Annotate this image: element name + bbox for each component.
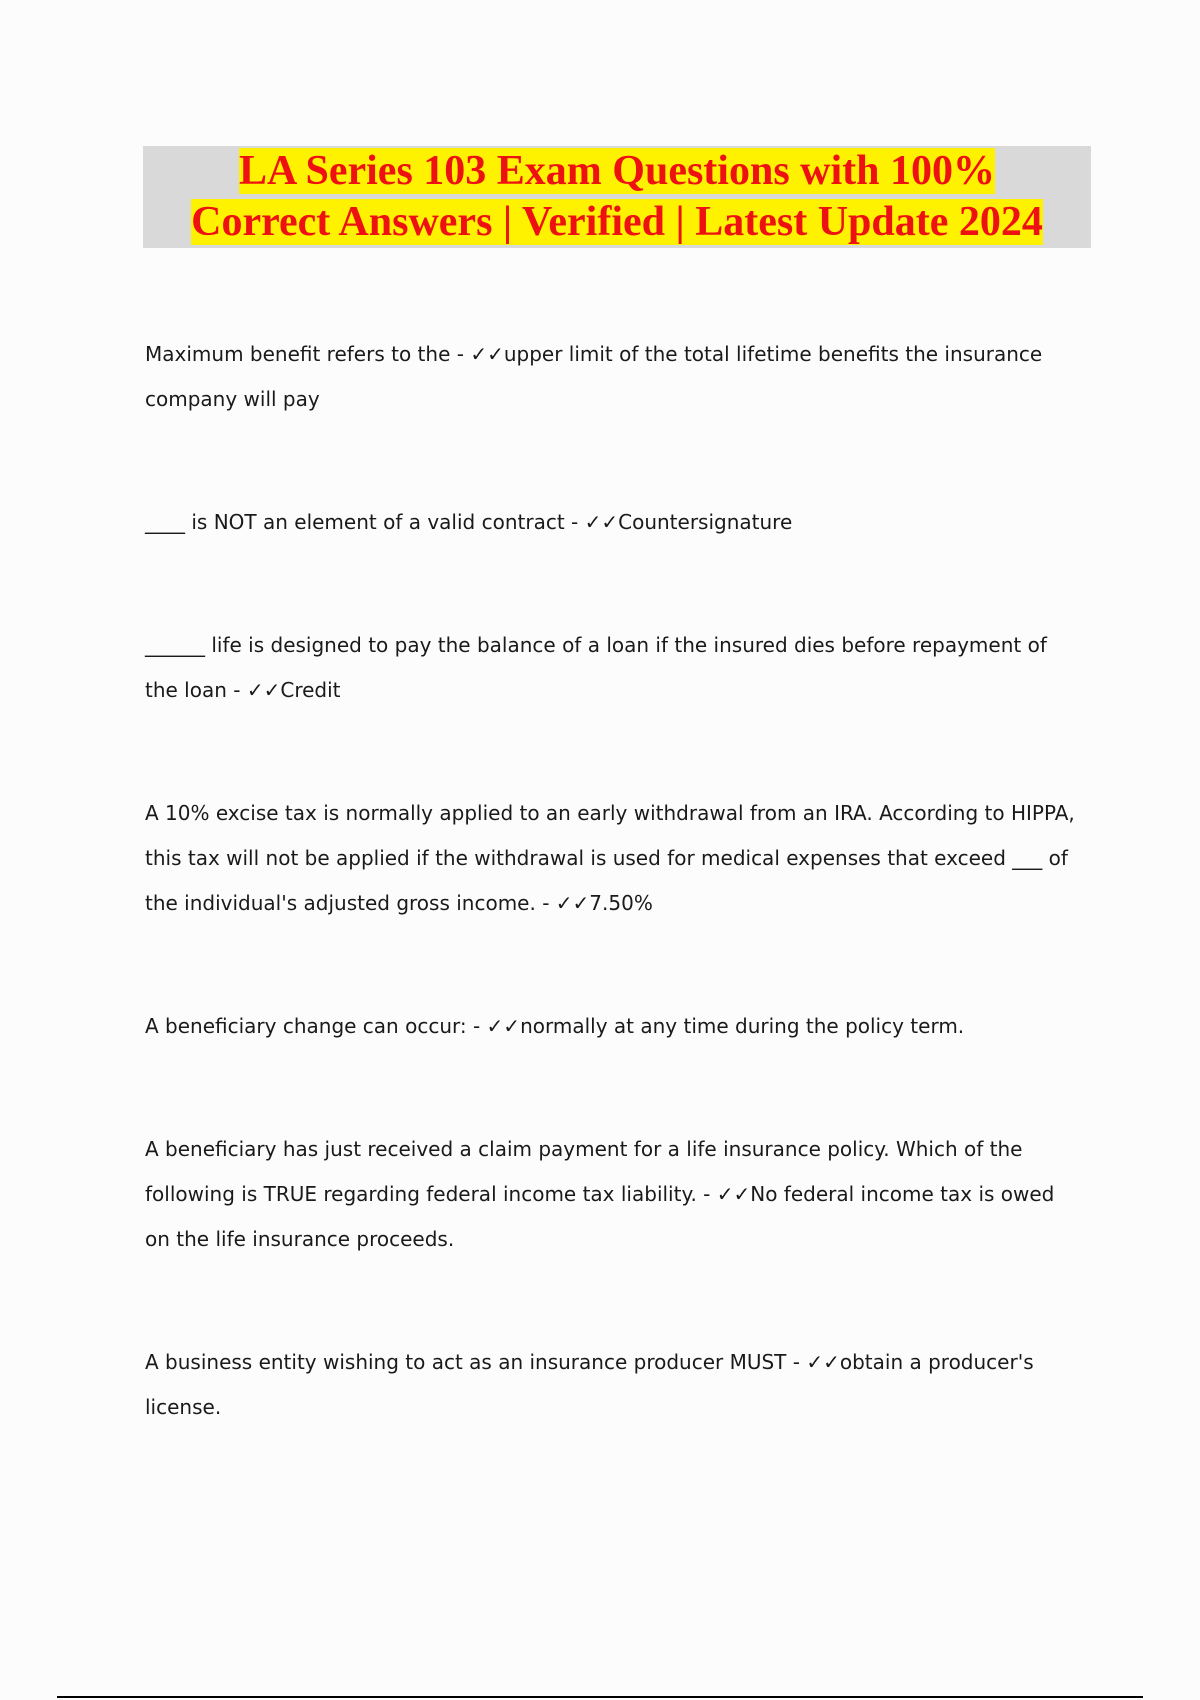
document-title bbox=[143, 146, 1091, 248]
separator: - bbox=[466, 1014, 487, 1038]
separator: - bbox=[450, 342, 471, 366]
question-text: ______ life is designed to pay the balance of a loan if the insured dies before repayment of the loan bbox=[145, 633, 1047, 702]
answer-text: obtain a producer's license. bbox=[145, 1350, 1034, 1419]
qa-item bbox=[145, 332, 1080, 422]
question-text: Maximum benefit refers to the bbox=[145, 342, 451, 366]
title-line-2: Correct Answers | Verified | Latest Update 2024 bbox=[191, 199, 1043, 245]
question-text: ____ is NOT an element of a valid contract bbox=[145, 510, 565, 534]
check-icon: ✓✓ bbox=[470, 342, 504, 366]
qa-item bbox=[145, 500, 1080, 545]
answer-text: Countersignature bbox=[618, 510, 793, 534]
qa-item bbox=[145, 623, 1080, 713]
footer-divider bbox=[57, 1696, 1143, 1698]
separator: - bbox=[786, 1350, 807, 1374]
check-icon: ✓✓ bbox=[246, 678, 281, 702]
separator: - bbox=[535, 891, 556, 915]
separator: - bbox=[226, 678, 247, 702]
qa-item bbox=[145, 1340, 1080, 1430]
check-icon: ✓✓ bbox=[806, 1350, 840, 1374]
qa-list bbox=[145, 332, 1080, 1430]
answer-text: 7.50% bbox=[589, 891, 653, 915]
question-text: A beneficiary change can occur: bbox=[145, 1014, 467, 1038]
qa-item bbox=[145, 1004, 1080, 1049]
answer-text: normally at any time during the policy term. bbox=[520, 1014, 965, 1038]
qa-item bbox=[145, 1127, 1080, 1262]
title-line-1: LA Series 103 Exam Questions with 100% bbox=[238, 148, 996, 194]
check-icon: ✓✓ bbox=[716, 1182, 751, 1206]
separator: - bbox=[564, 510, 585, 534]
answer-text: No federal income tax is owed on the life insurance proceeds. bbox=[145, 1182, 1055, 1251]
separator: - bbox=[696, 1182, 717, 1206]
question-text: A business entity wishing to act as an insurance producer MUST bbox=[145, 1350, 787, 1374]
question-text: A beneficiary has just received a claim payment for a life insurance policy. Which of the following is TRUE regarding federal income tax liability. bbox=[145, 1137, 1023, 1206]
check-icon: ✓✓ bbox=[584, 510, 619, 534]
question-text: A 10% excise tax is normally applied to an early withdrawal from an IRA. According to HIPPA, this tax will not be applied if the withdrawal is used for medical expenses that exceed ___ of the individual's adjusted gross income. bbox=[145, 801, 1075, 915]
check-icon: ✓✓ bbox=[555, 891, 590, 915]
check-icon: ✓✓ bbox=[486, 1014, 521, 1038]
answer-text: Credit bbox=[280, 678, 341, 702]
answer-text: upper limit of the total lifetime benefits the insurance company will pay bbox=[145, 342, 1043, 411]
qa-item bbox=[145, 791, 1080, 926]
